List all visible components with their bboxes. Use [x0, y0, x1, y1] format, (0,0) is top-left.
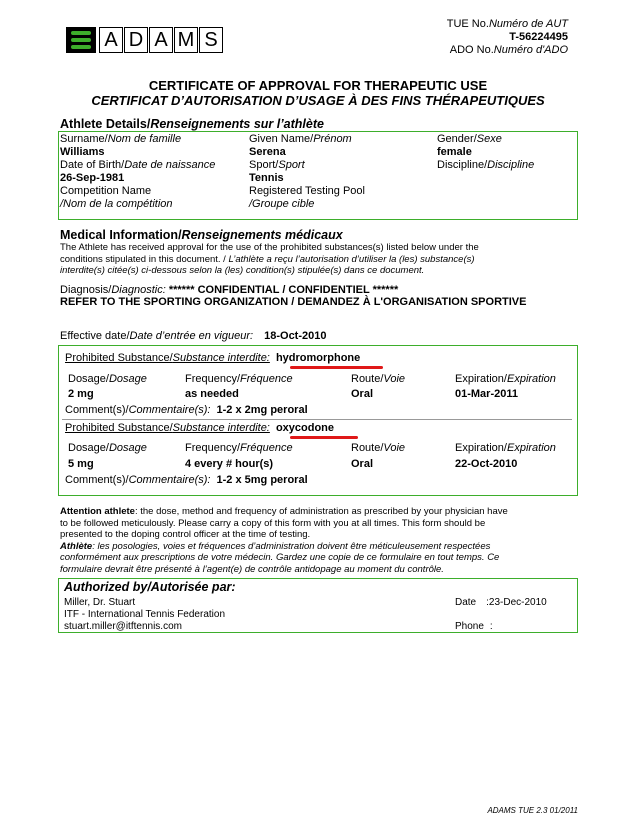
dob-value: 26-Sep-1981: [60, 172, 125, 184]
substance-1-header: Prohibited Substance/Substance interdite: hydromorphone: [65, 352, 361, 364]
adams-logo-text: A D A M S: [98, 27, 223, 53]
authorizer-org: ITF - International Tennis Federation: [64, 609, 226, 620]
substance-2-highlight: [290, 436, 358, 439]
substance-1-name: hydromorphone: [275, 352, 361, 364]
athlete-col-3: Gender/Sexe female Discipline/Discipline: [437, 133, 575, 172]
substance-1-frequency: as needed: [185, 388, 239, 400]
athlete-heading: Athlete Details/Renseignements sur l’athlète: [60, 117, 324, 131]
gender-value: female: [437, 146, 472, 158]
substance-1-highlight: [290, 366, 383, 369]
medical-heading: Medical Information/Renseignements médicaux: [60, 228, 343, 242]
effective-date-value: 18-Oct-2010: [264, 330, 327, 342]
sport-value: Tennis: [249, 172, 284, 184]
dosage-label-1: Dosage/Dosage: [68, 373, 147, 385]
adams-logo: [66, 27, 223, 53]
medical-approval-text: The Athlete has received approval for the use of the prohibited substances(s) listed below under the conditions stipulated in this document. / L’athlète a reçu l’autorisation d’utiliser la (les) substance(s) interdite(s) citée(s) ci-dessous selon la (les) condition(s) stipulée(s) dans ce document.: [60, 242, 479, 276]
form-version-footer: ADAMS TUE 2.3 01/2011: [487, 806, 578, 815]
diagnosis-line: Diagnosis/Diagnostic: ****** CONFIDENTIAL / CONFIDENTIEL ******: [60, 284, 399, 296]
substance-2-name: oxycodone: [275, 422, 335, 434]
authorized-date: Date :23-Dec-2010: [455, 597, 547, 608]
adams-logo-icon: [66, 27, 96, 53]
effective-date: Effective date/Date d’entrée en vigueur: 18-Oct-2010: [60, 330, 327, 342]
substance-1-route: Oral: [351, 388, 374, 400]
surname-value: Williams: [60, 146, 105, 158]
given-name-value: Serena: [249, 146, 286, 158]
route-label-1: Route/Voie: [351, 373, 406, 385]
attention-text: Attention athlete: the dose, method and frequency of administration as prescribed by your physician have to be followed meticulously. Please carry a copy of this form with you at all times. This form should be presented to the doping control officer at the time of testing. Athlète: les posologies, voies et fréquences d’administration doivent être méticuleusement respectées conformément aux prescriptions de votre médecin. Gardez une copie de ce formulaire en tout temps. Ce formulaire devrait être présenté à l’agent(e) de contrôle antidopage au moment du contrôle.: [60, 506, 508, 575]
substance-2-header: Prohibited Substance/Substance interdite: oxycodone: [65, 422, 335, 434]
frequency-label-2: Frequency/Fréquence: [185, 442, 293, 454]
authorizer-name: Miller, Dr. Stuart: [64, 597, 136, 608]
substance-1-comment: Comment(s)/Commentaire(s): 1-2 x 2mg peroral: [65, 404, 308, 416]
authorizer-details: [64, 597, 225, 633]
authorizer-email: stuart.miller@itftennis.com: [64, 621, 182, 632]
substance-divider: [62, 419, 572, 420]
substance-1-expiration: 01-Mar-2011: [455, 388, 518, 400]
diagnosis-value: ****** CONFIDENTIAL / CONFIDENTIEL ******: [168, 284, 399, 296]
substance-2-dosage: 5 mg: [68, 458, 94, 470]
athlete-col-1: Surname/Nom de famille Williams Date of Birth/Date de naissance 26-Sep-1981 Competition Name /Nom de la compétition: [60, 133, 240, 211]
authorized-phone: Phone :: [455, 621, 493, 632]
athlete-col-2: Given Name/Prénom Serena Sport/Sport Tennis Registered Testing Pool /Groupe cible: [249, 133, 429, 211]
tue-number-block: TUE No.Numéro de AUT T-56224495 ADO No.Numéro d'ADO: [446, 18, 568, 56]
substance-2-frequency: 4 every # hour(s): [185, 458, 274, 470]
substance-1-dosage: 2 mg: [68, 388, 94, 400]
substance-2-route: Oral: [351, 458, 374, 470]
expiration-label-2: Expiration/Expiration: [455, 442, 556, 454]
tue-number: T-56224495: [509, 31, 568, 43]
substance-2-comment: Comment(s)/Commentaire(s): 1-2 x 5mg peroral: [65, 474, 308, 486]
frequency-label-1: Frequency/Fréquence: [185, 373, 293, 385]
route-label-2: Route/Voie: [351, 442, 406, 454]
dosage-label-2: Dosage/Dosage: [68, 442, 147, 454]
refer-note: REFER TO THE SPORTING ORGANIZATION / DEMANDEZ À L'ORGANISATION SPORTIVE: [60, 296, 527, 308]
certificate-title: CERTIFICATE OF APPROVAL FOR THERAPEUTIC USE CERTIFICAT D’AUTORISATION D’USAGE À DES FINS THÉRAPEUTIQUES: [91, 78, 545, 108]
substance-2-expiration: 22-Oct-2010: [455, 458, 518, 470]
authorized-heading: Authorized by/Autorisée par:: [64, 580, 236, 594]
expiration-label-1: Expiration/Expiration: [455, 373, 556, 385]
